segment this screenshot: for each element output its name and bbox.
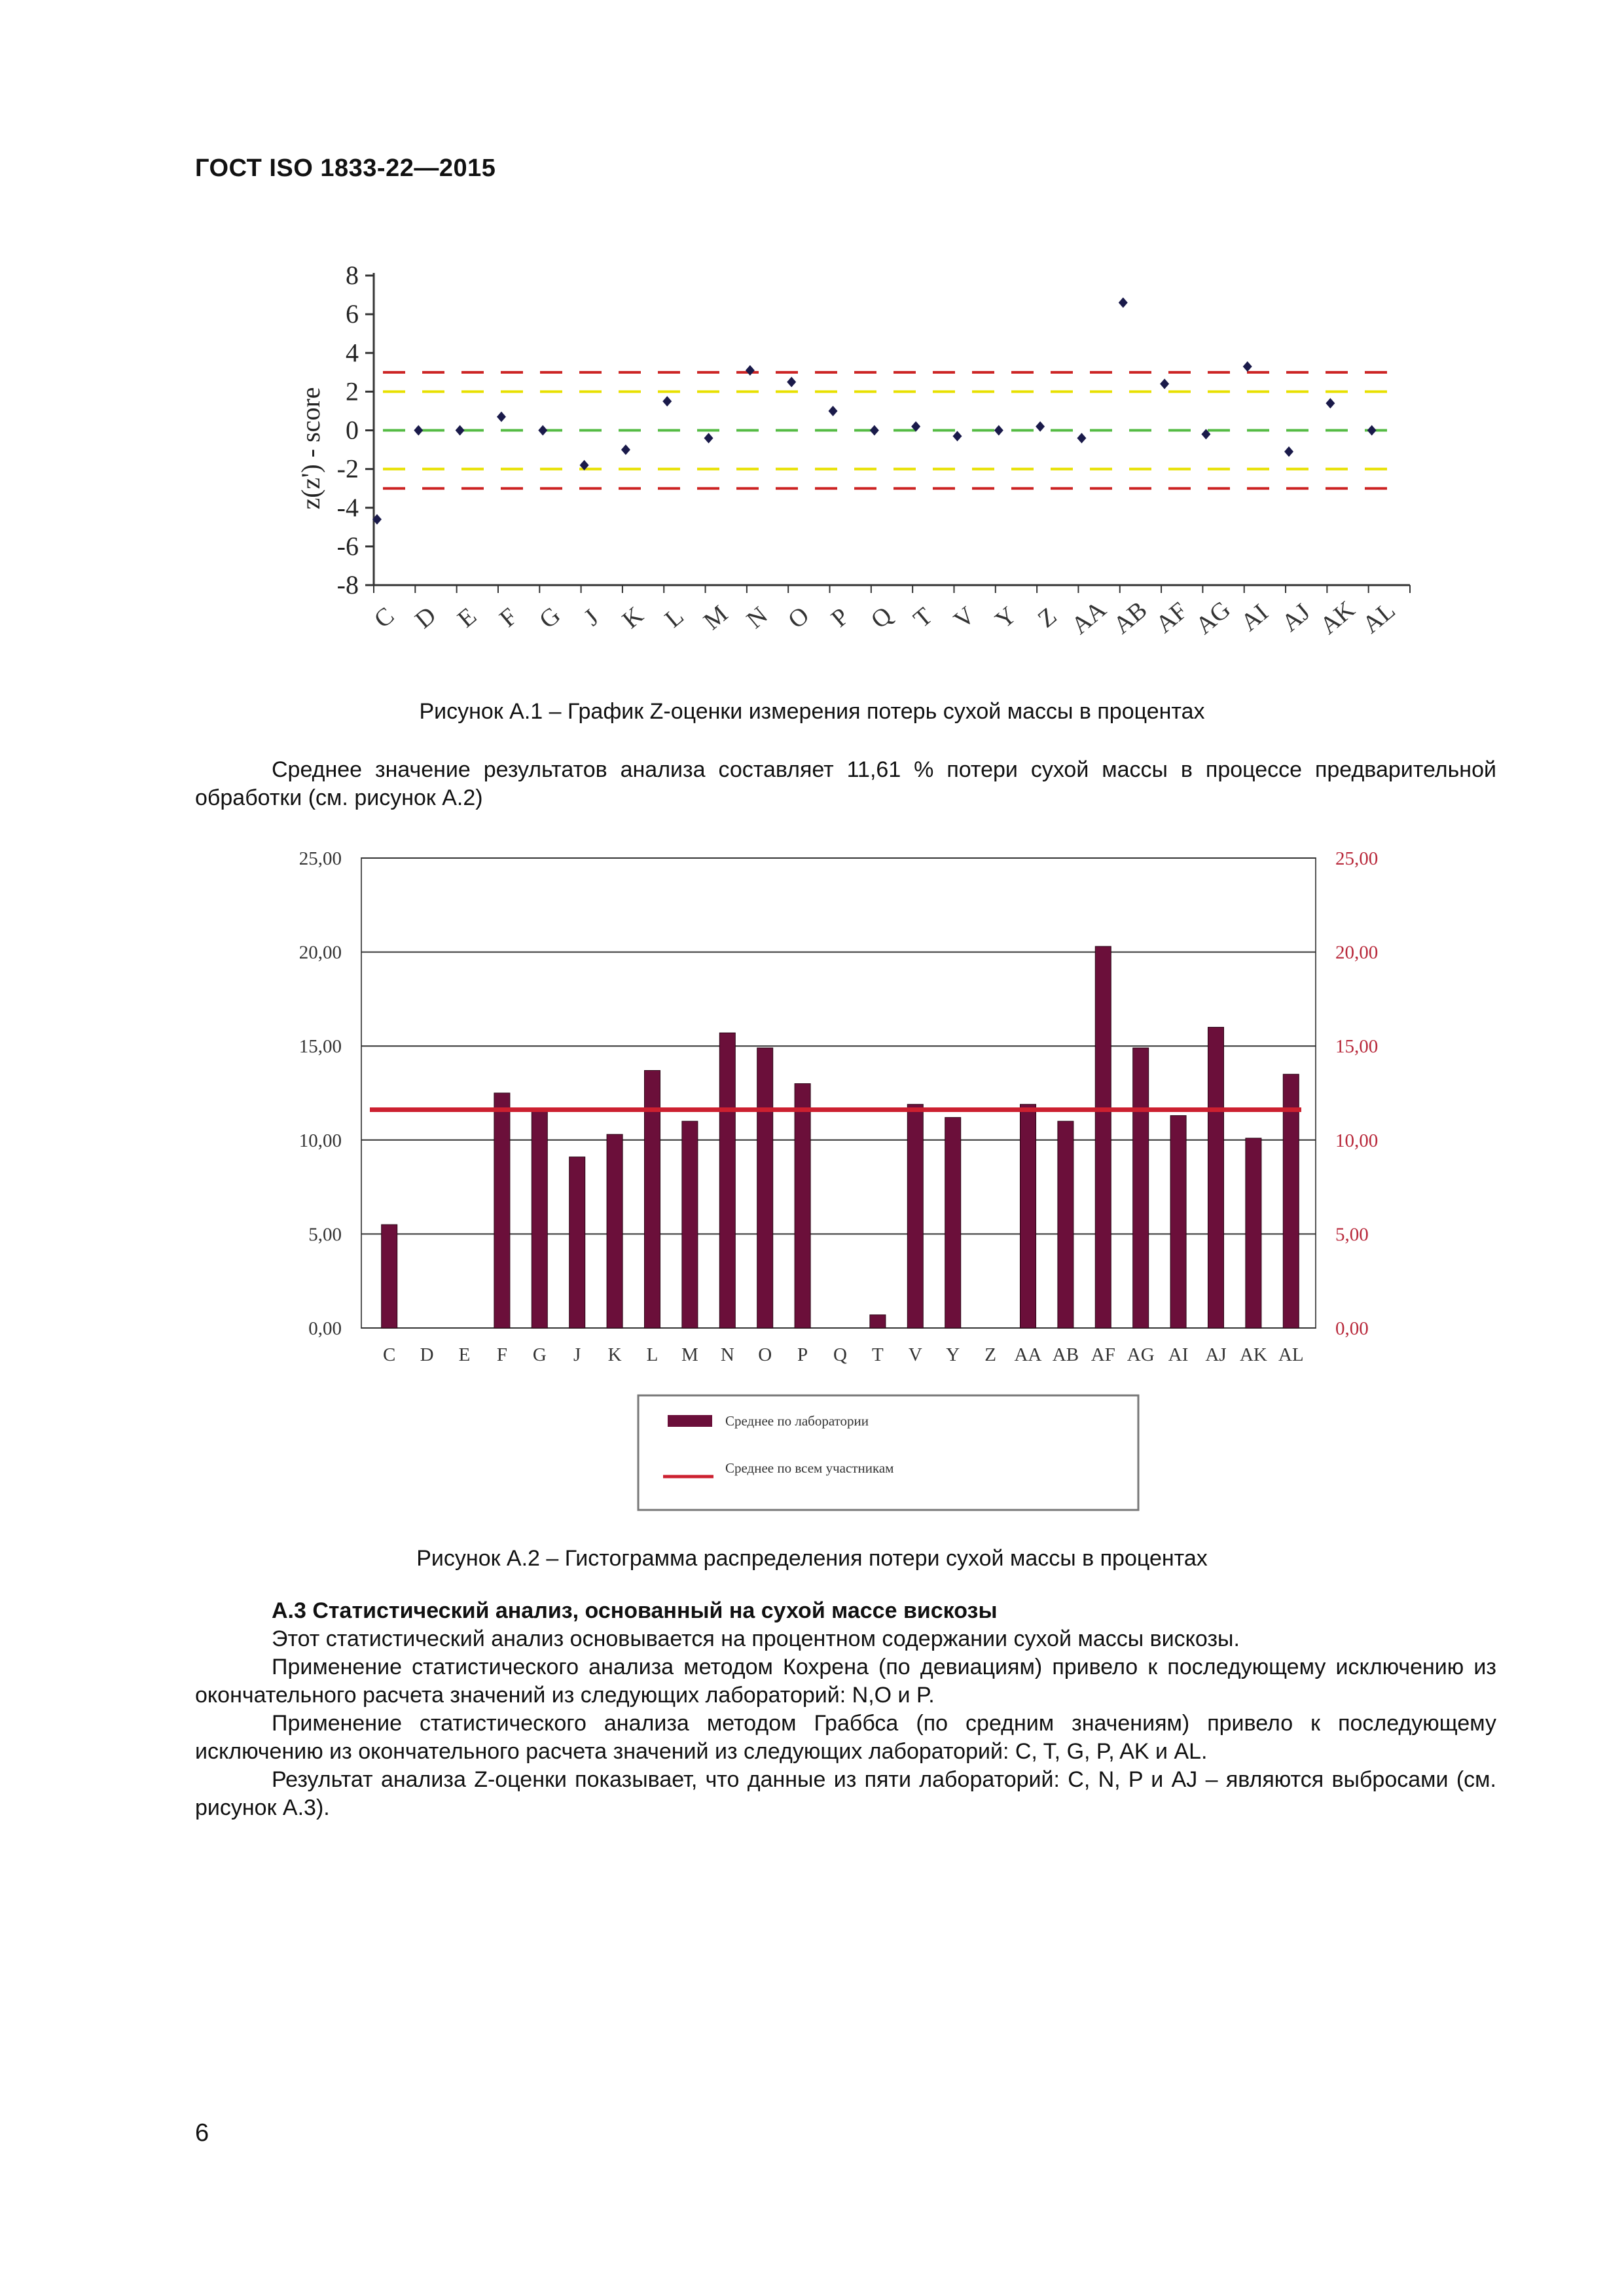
- chart1-xtick-label: AJ: [1276, 598, 1316, 637]
- chart2-xtick-label: Z: [984, 1344, 996, 1365]
- chart2-ytick-right: 5,00: [1335, 1224, 1369, 1246]
- chart1-xtick-label: V: [948, 601, 981, 634]
- paragraph-3: Применение статистического анализа методом Граббса (по средним значениям) привело к последующему исключению из окончательного расчета значений из следующих лабораторий: C, T, G, P, AK и AL.: [195, 1711, 1496, 1764]
- chart1-ytick-label: 4: [346, 338, 359, 368]
- chart2-bar: [945, 1117, 961, 1328]
- page-number: 6: [195, 2119, 209, 2147]
- chart2-xtick-label: O: [758, 1344, 772, 1365]
- chart1-xtick-label: AI: [1235, 598, 1274, 637]
- chart2-bar: [1058, 1121, 1074, 1328]
- chart2-xtick-label: Y: [946, 1344, 960, 1365]
- chart1-point: [1243, 361, 1252, 372]
- chart1-point: [414, 425, 423, 436]
- chart2-bar: [569, 1157, 585, 1328]
- chart2-bar: [1133, 1048, 1149, 1328]
- chart2-bar: [870, 1315, 886, 1328]
- chart1-xtick-label: E: [452, 602, 482, 634]
- chart2-xtick-label: N: [720, 1344, 734, 1365]
- chart1-xtick-label: C: [369, 601, 400, 634]
- chart2-bar: [1246, 1138, 1261, 1328]
- chart1-point: [1367, 425, 1377, 436]
- legend-bar-label: Среднее по лаборатории: [725, 1413, 869, 1429]
- chart2-xtick-label: AK: [1239, 1344, 1267, 1365]
- chart1-xtick-label: F: [494, 602, 523, 633]
- chart2-xtick-label: AI: [1168, 1344, 1189, 1365]
- chart2-ytick-left: 0,00: [308, 1318, 342, 1339]
- chart2-ytick-right: 15,00: [1335, 1036, 1379, 1058]
- chart1-point: [456, 425, 465, 436]
- chart1-ytick-label: -4: [336, 492, 359, 522]
- legend-box: [638, 1395, 1138, 1510]
- chart1-ylabel: z(z') - score: [296, 387, 325, 510]
- chart2-ytick-right: 20,00: [1335, 942, 1379, 963]
- chart1-ytick-label: -2: [336, 454, 359, 484]
- chart1-point: [787, 377, 796, 387]
- chart2-bar: [757, 1048, 773, 1328]
- chart2-ytick-left: 10,00: [298, 1130, 342, 1151]
- chart2-bar: [607, 1134, 623, 1328]
- chart1-xtick-label: AL: [1357, 596, 1401, 639]
- chart1-point: [497, 412, 506, 422]
- chart2-xtick-label: V: [908, 1344, 922, 1365]
- chart1-xtick-label: Y: [990, 601, 1022, 634]
- chart2-bar: [795, 1084, 810, 1328]
- chart1-point: [1284, 446, 1293, 457]
- intro-paragraph: Среднее значение результатов анализа составляет 11,61 % потери сухой массы в процессе предварительной обработки (см. рисунок А.2): [195, 757, 1496, 810]
- chart2-xtick-label: AB: [1052, 1344, 1079, 1365]
- chart2-ytick-left: 20,00: [298, 942, 342, 963]
- chart1-point: [994, 425, 1003, 436]
- chart2-xtick-label: Q: [833, 1344, 847, 1365]
- chart2-xtick-label: P: [797, 1344, 808, 1365]
- chart2-xtick-label: AG: [1127, 1344, 1155, 1365]
- chart2-ytick-left: 15,00: [298, 1036, 342, 1058]
- chart2-xtick-label: T: [872, 1344, 884, 1365]
- paragraph-1: Этот статистический анализ основывается на процентном содержании сухой массы вискозы.: [272, 1626, 1240, 1651]
- chart2-xtick-label: J: [573, 1344, 581, 1365]
- chart1-point: [829, 406, 838, 416]
- histogram-chart: [288, 844, 1440, 1532]
- chart2-xtick-label: K: [607, 1344, 622, 1365]
- chart2-xtick-label: M: [681, 1344, 698, 1365]
- chart2-bar: [719, 1033, 735, 1328]
- chart2-ytick-right: 25,00: [1335, 848, 1379, 869]
- figure-a1-caption: Рисунок А.1 – График Z-оценки измерения потерь сухой массы в процентах: [419, 699, 1205, 724]
- chart1-point: [538, 425, 547, 436]
- chart2-bar: [907, 1104, 923, 1328]
- chart1-xtick-label: L: [659, 602, 689, 634]
- paragraph-2: Применение статистического анализа методом Кохрена (по девиациям) привело к последующему исключению из окончательного расчета значений из следующих лабораторий: N,O и P.: [195, 1655, 1496, 1708]
- chart1-ytick-label: -8: [336, 570, 359, 600]
- chart1-xtick-label: AF: [1150, 597, 1193, 639]
- chart2-bar: [1283, 1074, 1299, 1328]
- chart2-bar: [532, 1110, 547, 1328]
- section-title: А.3 Статистический анализ, основанный на сухой массе вискозы: [272, 1598, 998, 1623]
- chart1-point: [1326, 398, 1335, 408]
- chart2-bar: [1208, 1027, 1224, 1328]
- chart1-ytick-label: 6: [346, 299, 359, 329]
- chart2-bar: [1020, 1104, 1036, 1328]
- chart2-xtick-label: AL: [1278, 1344, 1304, 1365]
- chart2-xtick-label: F: [496, 1344, 507, 1365]
- chart1-xtick-label: O: [783, 601, 815, 634]
- chart2-ytick-right: 0,00: [1335, 1318, 1369, 1339]
- chart2-xtick-label: D: [420, 1344, 434, 1365]
- chart1-point: [704, 433, 713, 443]
- chart2-xtick-label: L: [646, 1344, 659, 1365]
- chart1-point: [746, 365, 755, 376]
- chart1-ytick-label: 2: [346, 376, 359, 406]
- chart1-ytick-label: 0: [346, 415, 359, 445]
- legend-line-label: Среднее по всем участникам: [725, 1460, 894, 1476]
- chart2-legend: [638, 1395, 1138, 1510]
- chart1-xtick-label: D: [410, 601, 442, 634]
- legend-bar-swatch: [668, 1415, 712, 1427]
- chart2-bar: [382, 1225, 397, 1328]
- chart2-bar: [682, 1121, 698, 1328]
- chart1-point: [1036, 422, 1045, 432]
- chart2-xtick-label: AJ: [1205, 1344, 1227, 1365]
- chart1-xtick-label: AB: [1108, 596, 1153, 639]
- chart1-point: [1160, 379, 1169, 389]
- chart2-bar: [1095, 946, 1111, 1328]
- chart1-xtick-label: M: [698, 600, 733, 636]
- chart2-bar: [1170, 1115, 1186, 1328]
- zscore-chart: [288, 252, 1440, 684]
- chart2-bar: [494, 1093, 510, 1328]
- chart2-xtick-label: AF: [1091, 1344, 1115, 1365]
- chart1-xtick-label: J: [579, 603, 604, 632]
- chart1-point: [952, 431, 962, 441]
- chart2-xtick-label: C: [383, 1344, 396, 1365]
- chart2-ytick-left: 25,00: [298, 848, 342, 869]
- chart1-xtick-label: AA: [1066, 596, 1111, 640]
- chart1-ytick-label: -6: [336, 531, 359, 561]
- chart1-xtick-label: G: [534, 601, 566, 634]
- chart1-ytick-label: 8: [346, 260, 359, 290]
- chart1-xtick-label: K: [617, 601, 649, 634]
- chart2-xtick-label: E: [458, 1344, 471, 1365]
- chart1-point: [621, 444, 630, 455]
- chart1-point: [1119, 297, 1128, 308]
- chart1-xtick-label: P: [825, 602, 855, 633]
- chart2-xtick-label: AA: [1014, 1344, 1042, 1365]
- chart1-point: [1077, 433, 1086, 443]
- chart1-xtick-label: N: [741, 601, 773, 634]
- chart2-ytick-left: 5,00: [308, 1224, 342, 1246]
- chart1-xtick-label: T: [908, 602, 938, 634]
- chart1-xtick-label: AG: [1190, 596, 1236, 640]
- chart1-xtick-label: Q: [865, 601, 897, 634]
- chart2-ytick-right: 10,00: [1335, 1130, 1379, 1151]
- chart2-xtick-label: G: [532, 1344, 547, 1365]
- figure-a2-caption: Рисунок А.2 – Гистограмма распределения потери сухой массы в процентах: [416, 1546, 1208, 1571]
- paragraph-4: Результат анализа Z-оценки показывает, что данные из пяти лабораторий: C, N, P и AJ – являются выбросами (см. рисунок А.3).: [195, 1767, 1496, 1820]
- chart1-point: [870, 425, 879, 436]
- chart1-xtick-label: AK: [1314, 596, 1360, 640]
- chart1-xtick-label: Z: [1032, 602, 1062, 634]
- chart1-point: [662, 396, 672, 406]
- document-header: ГОСТ ISO 1833-22—2015: [195, 154, 496, 182]
